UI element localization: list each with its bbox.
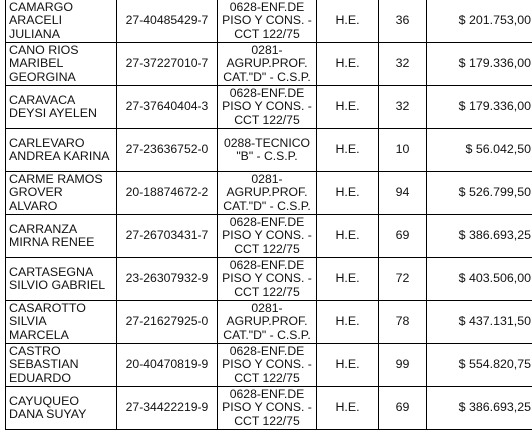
amount-cell: $ 386.693,25 — [427, 387, 532, 430]
table-row — [6, 86, 532, 129]
category-cell — [218, 43, 317, 86]
category-line: 0628-ENF.DE — [229, 258, 305, 273]
employee-name-line: CARRANZA — [9, 221, 78, 236]
employee-name-line: CANO RIOS — [9, 43, 79, 58]
employee-name-line: SEBASTIAN — [9, 357, 79, 372]
payment-type-cell: H.E. — [317, 301, 379, 344]
category-line: CCT 122/75 — [234, 26, 300, 41]
amount-cell: $ 386.693,25 — [427, 215, 532, 258]
category-line: AGRUP.PROF. — [226, 314, 308, 329]
table-body — [6, 0, 532, 430]
category-cell — [218, 258, 317, 301]
employee-name-line: SILVIO GABRIEL — [9, 278, 106, 292]
cuil-cell: 27-37640404-3 — [117, 86, 218, 129]
cuil-cell: 27-40485429-7 — [117, 0, 218, 43]
quantity-cell: 69 — [379, 387, 427, 430]
amount-cell: $ 437.131,50 — [427, 301, 532, 344]
category-line: 0628-ENF.DE — [229, 387, 305, 402]
quantity-cell: 72 — [379, 258, 427, 301]
employee-name-line: ALVARO — [9, 198, 58, 213]
amount-cell: $ 526.799,50 — [427, 172, 532, 215]
payment-type-cell: H.E. — [317, 86, 379, 129]
employee-name-cell — [6, 129, 117, 172]
table-row — [6, 43, 532, 86]
category-line: CCT 122/75 — [234, 112, 300, 127]
amount-cell: $ 403.506,00 — [427, 258, 532, 301]
employee-name-line: MARCELA — [9, 327, 69, 342]
employee-name-line: MIRNA RENEE — [9, 235, 95, 249]
employee-name-line: CARLEVARO — [9, 135, 85, 150]
employee-name-cell — [6, 258, 117, 301]
payment-type-cell: H.E. — [317, 344, 379, 387]
category-line: PISO Y CONS. - — [222, 13, 312, 28]
amount-cell: $ 554.820,75 — [427, 344, 532, 387]
category-cell — [218, 129, 317, 172]
amount-cell: $ 56.042,50 — [427, 129, 532, 172]
cuil-cell: 23-26307932-9 — [117, 258, 218, 301]
category-line: 0628-ENF.DE — [229, 0, 305, 15]
table-row — [6, 301, 532, 344]
cuil-cell: 27-34422219-9 — [117, 387, 218, 430]
category-line: PISO Y CONS. - — [222, 99, 312, 114]
category-line: "B" - C.S.P. — [236, 149, 298, 163]
employee-name-cell — [6, 215, 117, 258]
category-line: 0281- — [251, 172, 283, 187]
category-line: CCT 122/75 — [234, 413, 300, 428]
amount-cell: $ 179.336,00 — [427, 86, 532, 129]
employee-name-line: JULIANA — [9, 26, 60, 41]
category-line: CAT."D" - C.S.P. — [223, 69, 311, 84]
cuil-cell: 27-37227010-7 — [117, 43, 218, 86]
employee-name-line: CARME RAMOS — [9, 172, 103, 187]
category-line: 0281- — [251, 43, 283, 58]
category-line: 0628-ENF.DE — [229, 86, 305, 101]
quantity-cell: 32 — [379, 43, 427, 86]
category-line: 0288-TECNICO — [223, 135, 310, 150]
cuil-cell: 20-40470819-9 — [117, 344, 218, 387]
employee-name-cell — [6, 301, 117, 344]
payment-type-cell: H.E. — [317, 43, 379, 86]
quantity-cell: 10 — [379, 129, 427, 172]
employee-name-line: CAMARGO — [9, 0, 74, 15]
category-line: CCT 122/75 — [234, 241, 300, 256]
quantity-cell: 99 — [379, 344, 427, 387]
payment-type-cell: H.E. — [317, 172, 379, 215]
category-line: AGRUP.PROF. — [226, 56, 308, 71]
employee-name-cell — [6, 0, 117, 43]
category-cell — [218, 86, 317, 129]
quantity-cell: 32 — [379, 86, 427, 129]
category-line: PISO Y CONS. - — [222, 228, 312, 243]
table-row — [6, 172, 532, 215]
employee-name-line: GROVER — [9, 185, 63, 200]
category-cell — [218, 387, 317, 430]
table-row — [6, 215, 532, 258]
employee-name-line: SILVIA — [9, 314, 47, 329]
category-cell — [218, 344, 317, 387]
payment-type-cell: H.E. — [317, 215, 379, 258]
category-line: CCT 122/75 — [234, 370, 300, 385]
quantity-cell: 94 — [379, 172, 427, 215]
quantity-cell: 78 — [379, 301, 427, 344]
cuil-cell: 27-26703431-7 — [117, 215, 218, 258]
amount-cell: $ 179.336,00 — [427, 43, 532, 86]
employee-name-line: CAYUQUEO — [9, 393, 79, 408]
staff-payment-table — [5, 0, 532, 430]
category-line: PISO Y CONS. - — [222, 357, 312, 372]
category-line: PISO Y CONS. - — [222, 400, 312, 415]
employee-name-cell — [6, 43, 117, 86]
employee-name-cell — [6, 387, 117, 430]
cuil-cell: 27-23636752-0 — [117, 129, 218, 172]
payment-type-cell: H.E. — [317, 258, 379, 301]
payment-type-cell: H.E. — [317, 129, 379, 172]
employee-name-line: GEORGINA — [9, 69, 76, 84]
employee-name-cell — [6, 344, 117, 387]
employee-name-line: ANDREA KARINA — [9, 149, 110, 163]
category-line: AGRUP.PROF. — [226, 185, 308, 200]
category-cell — [218, 301, 317, 344]
quantity-cell: 69 — [379, 215, 427, 258]
employee-name-line: MARIBEL — [9, 56, 64, 71]
cuil-cell: 27-21627925-0 — [117, 301, 218, 344]
employee-name-line: CARTASEGNA — [9, 264, 94, 279]
employee-name-line: CASAROTTO — [9, 301, 86, 316]
employee-name-line: DEYSI AYELEN — [9, 106, 97, 120]
table-row — [6, 129, 532, 172]
employee-name-cell — [6, 86, 117, 129]
category-line: PISO Y CONS. - — [222, 271, 312, 286]
employee-name-line: CARAVACA — [9, 92, 76, 107]
table-row — [6, 0, 532, 43]
employee-name-line: EDUARDO — [9, 370, 71, 385]
category-cell — [218, 172, 317, 215]
category-line: CAT."D" - C.S.P. — [223, 327, 311, 342]
payment-type-cell: H.E. — [317, 0, 379, 43]
category-line: 0281- — [251, 301, 283, 316]
employee-name-line: CASTRO — [9, 344, 61, 359]
category-line: 0628-ENF.DE — [229, 344, 305, 359]
category-cell — [218, 0, 317, 43]
category-cell — [218, 215, 317, 258]
employee-name-line: DANA SUYAY — [9, 407, 87, 421]
table-row — [6, 344, 532, 387]
category-line: 0628-ENF.DE — [229, 215, 305, 230]
category-line: CCT 122/75 — [234, 284, 300, 299]
cuil-cell: 20-18874672-2 — [117, 172, 218, 215]
table-row — [6, 387, 532, 430]
category-line: CAT."D" - C.S.P. — [223, 198, 311, 213]
quantity-cell: 36 — [379, 0, 427, 43]
employee-name-line: ARACELI — [9, 13, 63, 28]
table-row — [6, 258, 532, 301]
payment-type-cell: H.E. — [317, 387, 379, 430]
amount-cell: $ 201.753,00 — [427, 0, 532, 43]
employee-name-cell — [6, 172, 117, 215]
